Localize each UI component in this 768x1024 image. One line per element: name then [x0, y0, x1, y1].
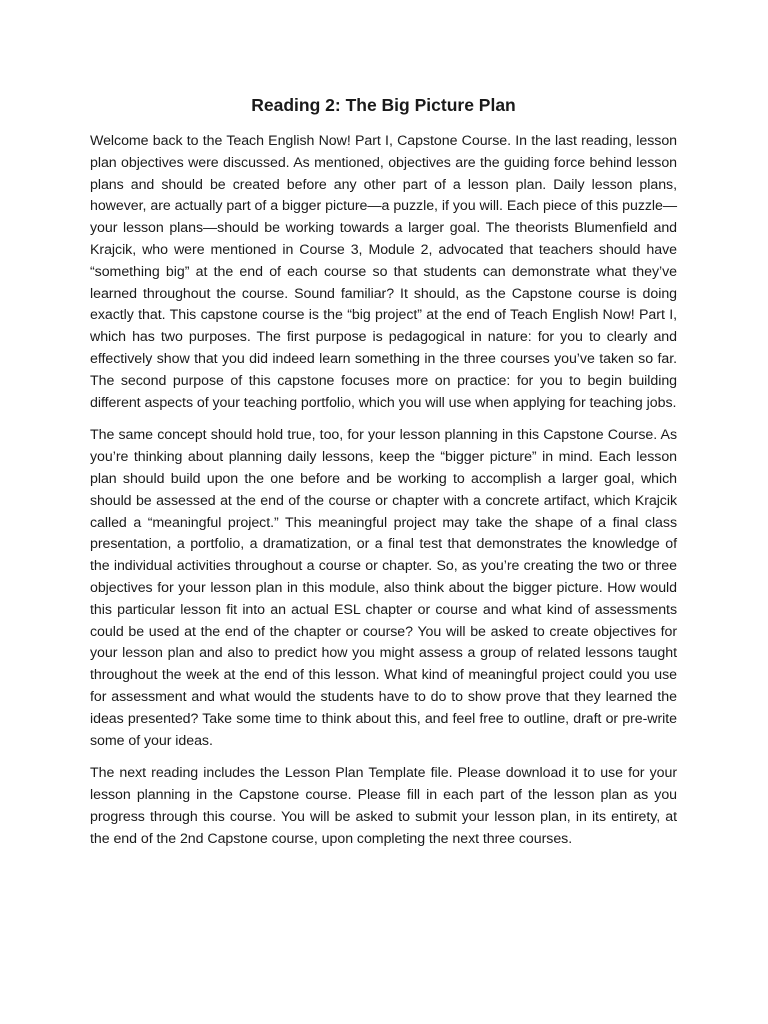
document-title: Reading 2: The Big Picture Plan	[251, 95, 516, 115]
paragraph-3: The next reading includes the Lesson Plan Template file. Please download it to use for your lesson planning in the Capstone course. Please fill in each part of the lesson plan as you progress through this course. You will be asked to submit your lesson plan, in its entirety, at the end of the 2nd Capstone course, upon completing the next three courses.	[90, 765, 677, 847]
paragraph-2: The same concept should hold true, too, for your lesson planning in this Capstone Course. As you’re thinking about planning daily lessons, keep the “bigger picture” in mind. Each lesson plan should build upon the one before and be working to accomplish a larger goal, which should be assessed at the end of the course or chapter with a concrete artifact, which Krajcik called a “meaningful project.” This meaningful project may take the shape of a final class presentation, a portfolio, a dramatization, or a final test that demonstrates the knowledge of the individual activities throughout a course or chapter. So, as you’re creating the two or three objectives for your lesson plan in this module, also think about the bigger picture. How would this particular lesson fit into an actual ESL chapter or course and what kind of assessments could be used at the end of the chapter or course? You will be asked to create objectives for your lesson plan and also to predict how you might assess a group of related lessons taught throughout the week at the end of this lesson. What kind of meaningful project could you use for assessment and what would the students have to do to show prove that they learned the ideas presented? Take some time to think about this, and feel free to outline, draft or pre-write some of your ideas.	[90, 427, 677, 749]
paragraph-1: Welcome back to the Teach English Now! Part I, Capstone Course. In the last reading, lesson plan objectives were discussed. As mentioned, objectives are the guiding force behind lesson plans and should be created before any other part of a lesson plan. Daily lesson plans, however, are actually part of a bigger picture—a puzzle, if you will. Each piece of this puzzle—your lesson plans—should be working towards a larger goal. The theorists Blumenfield and Krajcik, who were mentioned in Course 3, Module 2, advocated that teachers should have “something big” at the end of each course so that students can demonstrate what they’ve learned throughout the course. Sound familiar? It should, as the Capstone course is doing exactly that. This capstone course is the “big project” at the end of Teach English Now! Part I, which has two purposes. The first purpose is pedagogical in nature: for you to clearly and effectively show that you did indeed learn something in the three courses you’ve taken so far. The second purpose of this capstone focuses more on practice: for you to begin building different aspects of your teaching portfolio, which you will use when applying for teaching jobs.	[90, 133, 677, 411]
document-body	[90, 131, 677, 862]
